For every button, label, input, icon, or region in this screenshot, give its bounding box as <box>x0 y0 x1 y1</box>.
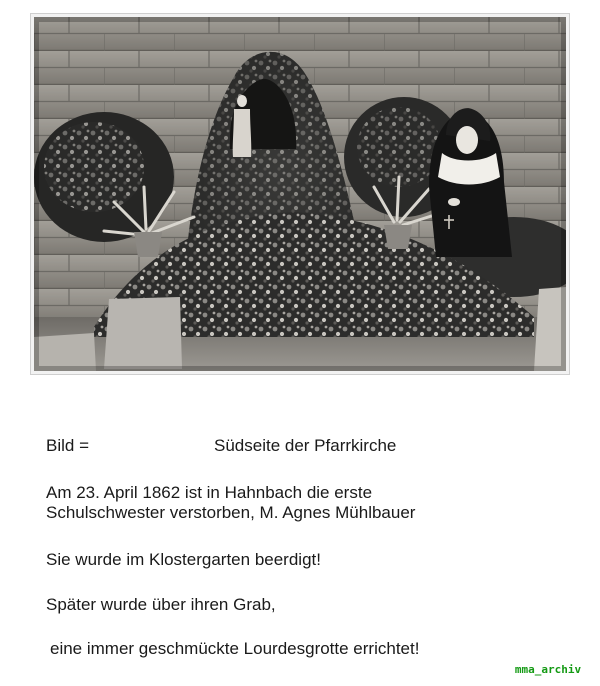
text-line-5: eine immer geschmückte Lourdesgrotte errichtet! <box>50 639 420 658</box>
archive-watermark: mma_archiv <box>502 661 594 678</box>
text-line-2: Schulschwester verstorben, M. Agnes Mühlbauer <box>46 503 416 522</box>
archival-photo <box>34 17 566 371</box>
text-line-4: Später wurde über ihren Grab, <box>46 595 276 614</box>
caption-label: Bild = <box>46 436 89 455</box>
caption-value: Südseite der Pfarrkirche <box>214 436 397 455</box>
text-line-3: Sie wurde im Klostergarten beerdigt! <box>46 550 321 569</box>
text-line-1: Am 23. April 1862 ist in Hahnbach die erste <box>46 483 373 502</box>
photo-frame <box>30 13 570 375</box>
